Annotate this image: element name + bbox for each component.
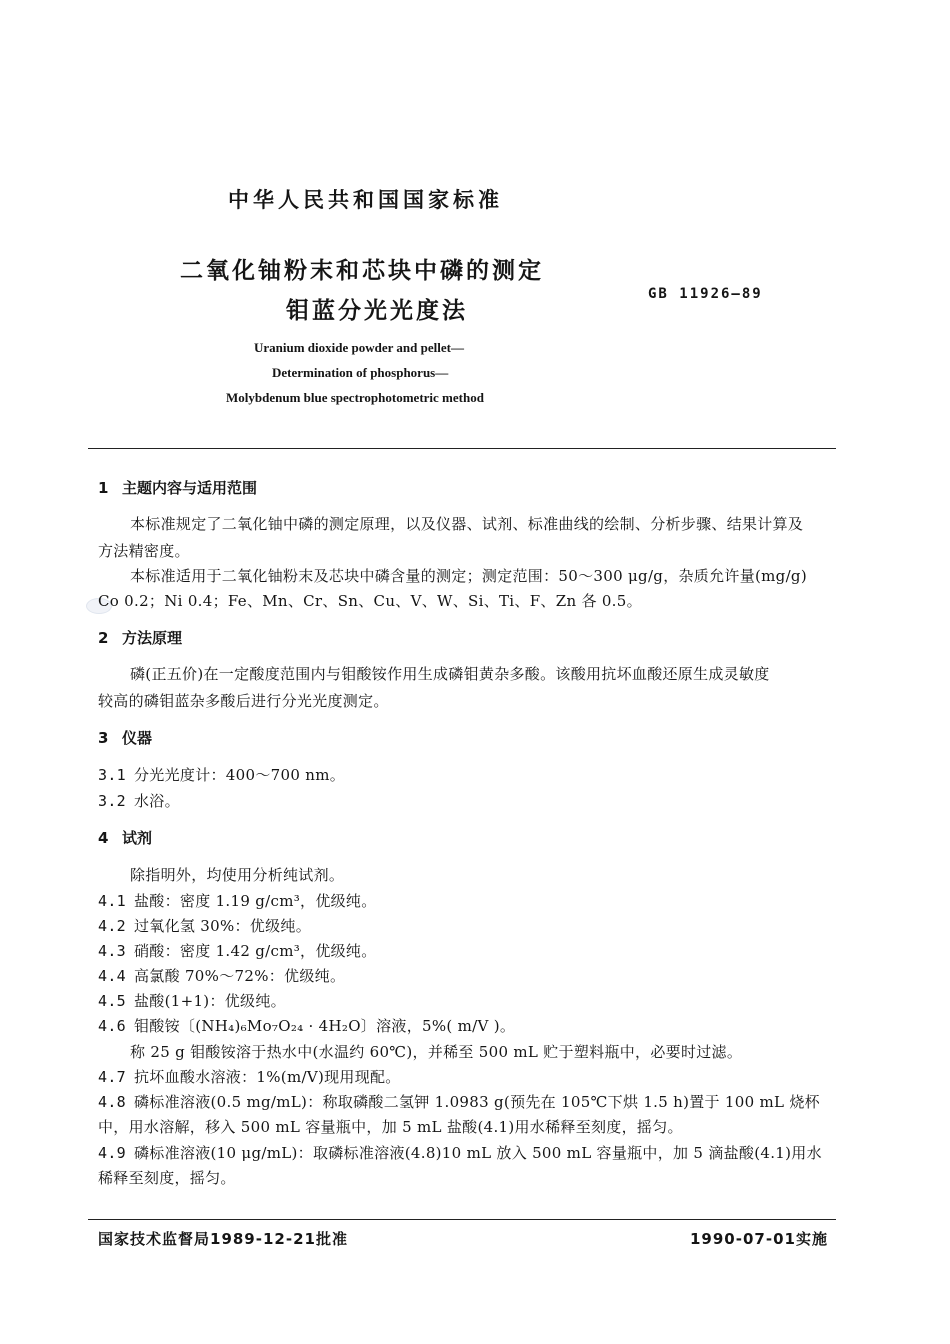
footer-divider [88, 1219, 836, 1220]
section-4-title: 试剂 [122, 829, 153, 847]
section-4-number: 4 [98, 829, 109, 847]
standard-number: GB 11926—89 [648, 286, 763, 302]
section-1-number: 1 [98, 479, 109, 497]
list-item-3-1 [98, 764, 345, 785]
item-number: 4.8 [98, 1093, 126, 1111]
section-1-paragraph-2-line-2: Co 0.2；Ni 0.4；Fe、Mn、Cr、Sn、Cu、V、W、Si、Ti、F、Zn 各 0.5。 [98, 592, 642, 610]
english-title-line1: Uranium dioxide powder and pellet— [254, 340, 464, 355]
list-item-4-2 [98, 915, 311, 936]
approval-line: 国家技术监督局1989-12-21批准 [98, 1230, 348, 1248]
item-text: 钼酸铵〔(NH₄)₆Mo₇O₂₄ · 4H₂O〕溶液，5%( m/V )。 [134, 1017, 516, 1035]
section-1-title: 主题内容与适用范围 [122, 479, 258, 497]
list-item-4-6 [98, 1015, 515, 1036]
item-number: 3.1 [98, 766, 126, 784]
item-text: 硝酸：密度 1.42 g/cm³，优级纯。 [134, 942, 377, 960]
section-2-title: 方法原理 [122, 629, 183, 647]
section-1-paragraph-1-line-1: 本标准规定了二氧化铀中磷的测定原理，以及仪器、试剂、标准曲线的绘制、分析步骤、结果计算及 [130, 515, 804, 533]
item-number: 4.9 [98, 1144, 126, 1162]
section-2-paragraph-line-2: 较高的磷钼蓝杂多酸后进行分光光度测定。 [98, 692, 389, 710]
item-text: 分光光度计：400～700 nm。 [134, 766, 346, 784]
item-text: 磷标准溶液(0.5 mg/mL)：称取磷酸二氢钾 1.0983 g(预先在 105℃下烘 1.5 h)置于 100 mL 烧杯 [134, 1093, 820, 1111]
item-text: 水浴。 [134, 792, 180, 810]
list-item-4-5 [98, 990, 286, 1011]
item-number: 4.5 [98, 992, 126, 1010]
section-4-heading [98, 827, 152, 848]
list-item-4-6-continuation: 称 25 g 钼酸铵溶于热水中(水温约 60℃)，并稀至 500 mL 贮于塑料瓶中，必要时过滤。 [130, 1043, 743, 1061]
list-item-4-9-continuation: 稀释至刻度，摇匀。 [98, 1169, 236, 1187]
list-item-4-7 [98, 1066, 401, 1087]
list-item-4-1 [98, 890, 377, 911]
item-number: 4.3 [98, 942, 126, 960]
item-number: 4.1 [98, 892, 126, 910]
section-1-paragraph-2-line-1: 本标准适用于二氧化铀粉末及芯块中磷含量的测定；测定范围：50～300 μg/g，杂质允许量(mg/g) [130, 567, 807, 585]
section-4-intro: 除指明外，均使用分析纯试剂。 [130, 866, 345, 884]
item-text: 过氧化氢 30%：优级纯。 [134, 917, 312, 935]
list-item-4-4 [98, 965, 345, 986]
standard-type: 中华人民共和国国家标准 [228, 188, 503, 212]
english-title-line2: Determination of phosphorus— [272, 365, 449, 380]
list-item-4-8 [98, 1091, 820, 1112]
item-number: 4.2 [98, 917, 126, 935]
english-title-line3: Molybdenum blue spectrophotometric method [226, 390, 484, 405]
item-number: 4.7 [98, 1068, 126, 1086]
section-2-heading [98, 627, 182, 648]
item-number: 4.4 [98, 967, 126, 985]
section-1-paragraph-1-line-2: 方法精密度。 [98, 542, 190, 560]
document-title-line2: 钼蓝分光光度法 [286, 298, 468, 324]
document-title-line1: 二氧化铀粉末和芯块中磷的测定 [180, 258, 544, 284]
item-number: 3.2 [98, 792, 126, 810]
list-item-3-2 [98, 790, 180, 811]
section-2-number: 2 [98, 629, 109, 647]
item-text: 磷标准溶液(10 μg/mL)：取磷标准溶液(4.8)10 mL 放入 500 mL 容量瓶中，加 5 滴盐酸(4.1)用水 [134, 1144, 822, 1162]
item-text: 盐酸：密度 1.19 g/cm³，优级纯。 [134, 892, 377, 910]
list-item-4-8-continuation: 中，用水溶解，移入 500 mL 容量瓶中，加 5 mL 盐酸(4.1)用水稀释至刻度，摇匀。 [98, 1118, 683, 1136]
item-number: 4.6 [98, 1017, 126, 1035]
list-item-4-3 [98, 940, 377, 961]
section-3-title: 仪器 [122, 729, 153, 747]
section-3-number: 3 [98, 729, 109, 747]
section-3-heading [98, 727, 152, 748]
list-item-4-9 [98, 1142, 822, 1163]
header-divider [88, 448, 836, 449]
effective-date-line: 1990-07-01实施 [690, 1230, 828, 1248]
item-text: 高氯酸 70%～72%：优级纯。 [134, 967, 346, 985]
item-text: 抗坏血酸水溶液：1%(m/V)现用现配。 [134, 1068, 401, 1086]
section-1-heading [98, 477, 257, 498]
item-text: 盐酸(1+1)：优级纯。 [134, 992, 286, 1010]
section-2-paragraph-line-1: 磷(正五价)在一定酸度范围内与钼酸铵作用生成磷钼黄杂多酸。该酸用抗坏血酸还原生成灵敏度 [130, 665, 770, 683]
